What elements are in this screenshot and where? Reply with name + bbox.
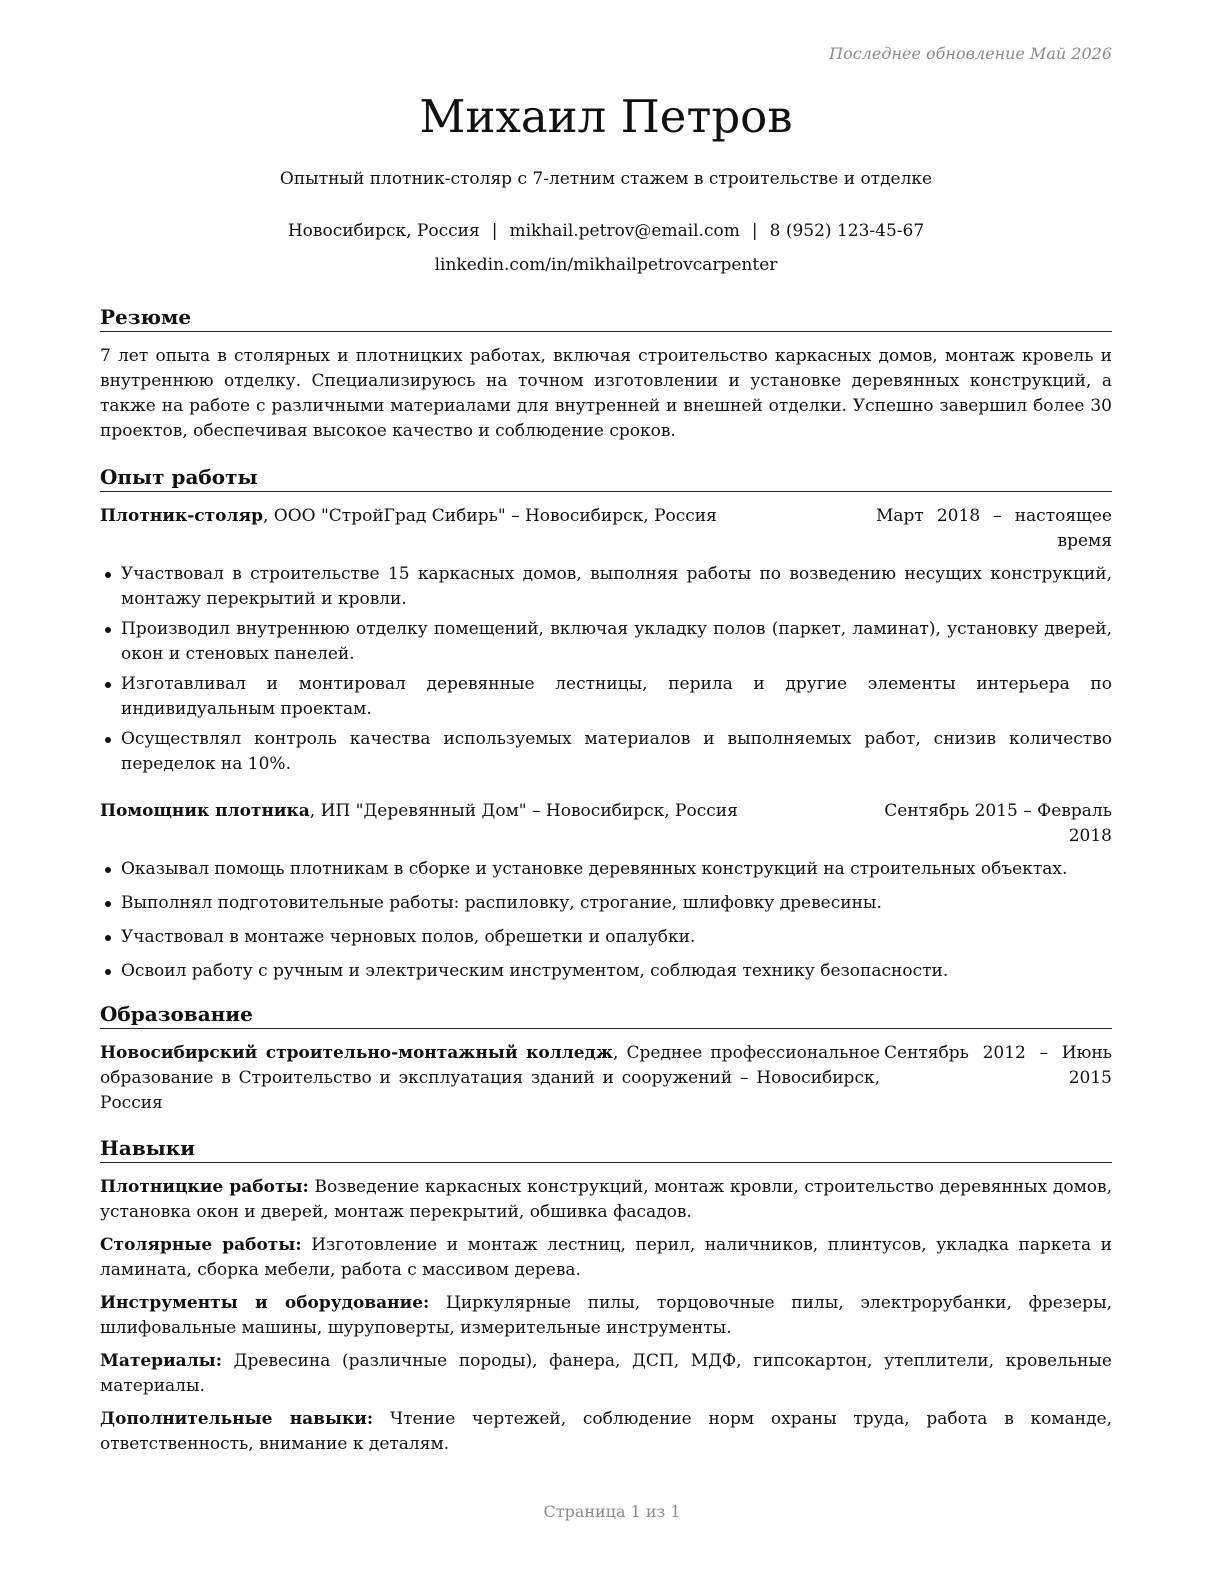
skill-item bbox=[100, 1291, 1112, 1341]
skills-section bbox=[100, 1135, 1112, 1465]
job-dates: Сентябрь 2015 – Февраль 2018 bbox=[884, 801, 1112, 846]
list-item: Оказывал помощь плотникам в сборке и установке деревянных конструкций на строительных объектах. bbox=[100, 857, 1112, 882]
separator: | bbox=[751, 221, 758, 241]
skill-text: Изготовление и монтаж лестниц, перил, наличников, плинтусов, укладка паркета и ламината, сборка мебели, работа с массивом дерева. bbox=[100, 1235, 1112, 1280]
list-item: Участвовал в строительстве 15 каркасных домов, выполняя работы по возведению несущих конструкций, монтажу перекрытий и кровли. bbox=[100, 562, 1112, 612]
section-title-skills: Навыки bbox=[100, 1135, 1112, 1163]
tagline: Опытный плотник-столяр с 7-летним стажем в строительстве и отделке bbox=[279, 169, 933, 189]
list-item: Осуществлял контроль качества используемых материалов и выполняемых работ, снизив количество переделок на 10%. bbox=[100, 727, 1112, 777]
job-company: , ИП "Деревянный Дом" – Новосибирск, Россия bbox=[309, 801, 738, 821]
section-title-summary: Резюме bbox=[100, 304, 1112, 332]
school-name: Новосибирский строительно-монтажный колледж bbox=[100, 1043, 614, 1063]
skill-item bbox=[100, 1407, 1112, 1457]
job-bullets bbox=[100, 562, 1112, 777]
list-item: Выполнял подготовительные работы: распиловку, строгание, шлифовку древесины. bbox=[100, 891, 1112, 916]
job-title-line bbox=[100, 799, 876, 824]
contact-line bbox=[100, 219, 1112, 243]
skill-label: Дополнительные навыки: bbox=[100, 1409, 374, 1429]
degree-info: , Среднее профессиональное образование в Строительство и эксплуатация зданий и сооружений – Новосибирск, Россия bbox=[100, 1043, 880, 1113]
job-bullets bbox=[100, 857, 1112, 984]
last-updated: Последнее обновление Май 2026 bbox=[829, 44, 1112, 63]
job-header bbox=[100, 504, 1112, 554]
skill-text: Циркулярные пилы, торцовочные пилы, электрорубанки, фрезеры, шлифовальные машины, шуруповерты, измерительные инструменты. bbox=[100, 1293, 1112, 1338]
education-dates: Сентябрь 2012 – Июнь 2015 bbox=[884, 1043, 1112, 1088]
resume-page bbox=[100, 0, 1112, 1584]
section-title-education: Образование bbox=[100, 1001, 1112, 1029]
separator: | bbox=[491, 221, 498, 241]
job-company: , ООО "СтройГрад Сибирь" – Новосибирск, Россия bbox=[262, 506, 717, 526]
education-details bbox=[100, 1041, 880, 1116]
skill-text: Древесина (различные породы), фанера, ДСП, МДФ, гипсокартон, утеплители, кровельные материалы. bbox=[100, 1351, 1112, 1396]
education-section bbox=[100, 1001, 1112, 1116]
job-title-line bbox=[100, 504, 876, 529]
list-item: Производил внутреннюю отделку помещений, включая укладку полов (паркет, ламинат), установку дверей, окон и стеновых панелей. bbox=[100, 617, 1112, 667]
job-entry bbox=[100, 799, 1112, 984]
job-entry bbox=[100, 504, 1112, 777]
skill-label: Материалы: bbox=[100, 1351, 222, 1371]
skill-item bbox=[100, 1175, 1112, 1225]
skill-text: Чтение чертежей, соблюдение норм охраны труда, работа в команде, ответственность, внимание к деталям. bbox=[100, 1409, 1112, 1454]
job-header bbox=[100, 799, 1112, 849]
skill-text: Возведение каркасных конструкций, монтаж кровли, строительство деревянных домов, установка окон и дверей, монтаж перекрытий, обшивка фасадов. bbox=[100, 1177, 1112, 1222]
section-title-experience: Опыт работы bbox=[100, 464, 1112, 492]
phone: 8 (952) 123-45-67 bbox=[769, 221, 925, 241]
list-item: Освоил работу с ручным и электрическим инструментом, соблюдая технику безопасности. bbox=[100, 959, 1112, 984]
list-item: Изготавливал и монтировал деревянные лестницы, перила и другие элементы интерьера по индивидуальным проектам. bbox=[100, 672, 1112, 722]
skill-label: Столярные работы: bbox=[100, 1235, 302, 1255]
candidate-name: Михаил Петров bbox=[419, 90, 793, 143]
skill-label: Плотницкие работы: bbox=[100, 1177, 309, 1197]
location: Новосибирск, Россия bbox=[287, 221, 480, 241]
email-link[interactable]: mikhail.petrov@email.com bbox=[509, 221, 740, 241]
skill-label: Инструменты и оборудование: bbox=[100, 1293, 430, 1313]
page-number: Страница 1 из 1 bbox=[543, 1502, 681, 1521]
skill-item bbox=[100, 1349, 1112, 1399]
summary-section bbox=[100, 304, 1112, 444]
list-item: Участвовал в монтаже черновых полов, обрешетки и опалубки. bbox=[100, 925, 1112, 950]
job-role: Плотник-столяр bbox=[100, 506, 263, 526]
education-entry bbox=[100, 1041, 1112, 1116]
job-role: Помощник плотника bbox=[100, 801, 310, 821]
skill-item bbox=[100, 1233, 1112, 1283]
job-dates: Март 2018 – настоящее время bbox=[876, 506, 1112, 551]
experience-section bbox=[100, 464, 1112, 993]
linkedin-link[interactable]: linkedin.com/in/mikhailpetrovcarpenter bbox=[434, 255, 778, 275]
summary-text: 7 лет опыта в столярных и плотницких работах, включая строительство каркасных домов, монтаж кровель и внутреннюю отделку. Специализируюсь на точном изготовлении и установке деревянных конструкций, а также на работе с различными материалами для внутренней и внешней отделки. Успешно завершил более 30 проектов, обеспечивая высокое качество и соблюдение сроков. bbox=[100, 346, 1112, 441]
